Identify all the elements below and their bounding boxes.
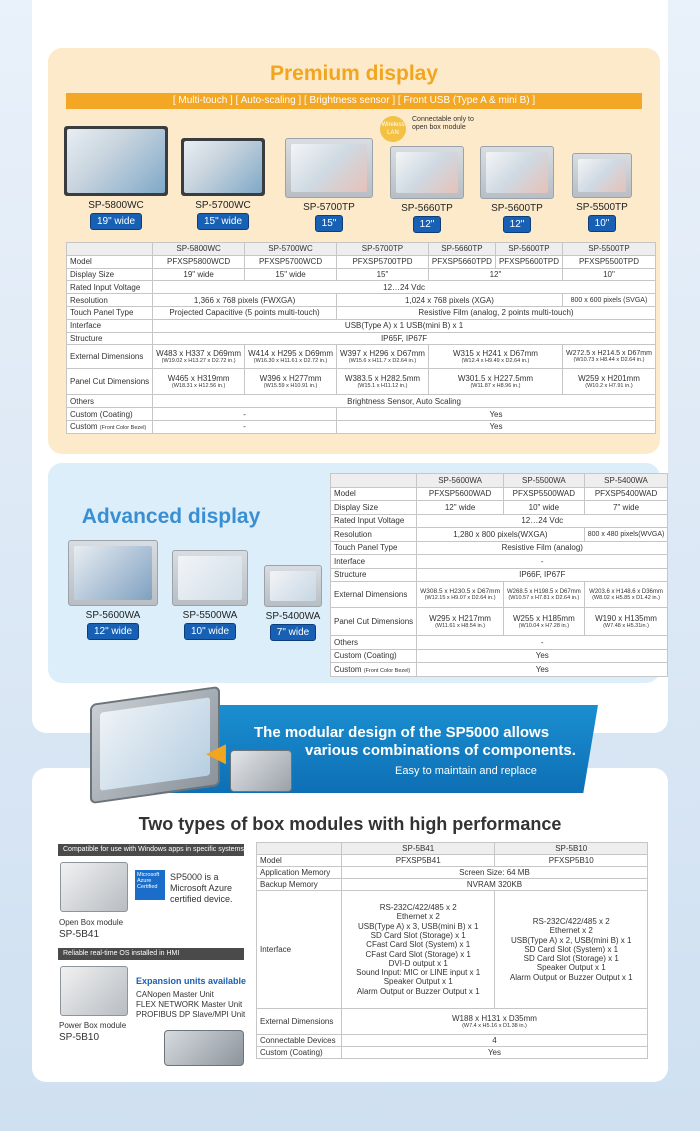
dim-in: (W12.15 x H9.07 x D2.64 in.) [424, 595, 496, 601]
table-cell: PFXSP5700TPD [337, 255, 429, 268]
premium-feature-banner: [ Multi-touch ] [ Auto-scaling ] [ Brightness sensor ] [ Front USB (Type A & mini B) ] [66, 93, 642, 109]
open-box-name: SP-5B41 [59, 929, 100, 940]
product-sp5800wc [62, 126, 170, 230]
row-label: Model [331, 487, 417, 501]
connectable-note: Connectable only to open box module [412, 116, 474, 131]
table-cell: 15" wide [245, 268, 337, 281]
interface-line: USB(Type A) x 3, USB(mini B) x 1 [357, 921, 479, 931]
table-row [67, 395, 656, 408]
row-label: Panel Cut Dimensions [67, 369, 153, 395]
hmi-panel-image [90, 686, 220, 804]
dim-mm: W188 x H131 x D35mm [452, 1014, 537, 1023]
table-row [257, 1047, 648, 1059]
table-cell: Yes [417, 663, 668, 677]
dim-mm: W301.5 x H227.5mm [457, 374, 534, 384]
dim-mm: W315 x H241 x D67mm [452, 349, 538, 359]
table-cell: 1,366 x 768 pixels (FWXGA) [153, 294, 337, 307]
row-label: Model [67, 255, 153, 268]
table-row [257, 1009, 648, 1035]
label-small: (Front Color Bezel) [363, 667, 411, 674]
table-row [331, 582, 668, 608]
table-cell [584, 608, 668, 636]
dim-mm: W272.5 x H214.5 x D67mm [565, 350, 652, 358]
table-row [331, 555, 668, 569]
table-cell [153, 345, 245, 369]
table-cell: IP66F, IP67F [417, 568, 668, 582]
dim-in: (W19.02 x H13.27 x D2.72 in.) [161, 358, 236, 365]
table-cell [417, 608, 504, 636]
table-cell: 10" wide [504, 501, 585, 515]
dim-in: (W15.6 x H11.7 x D2.64 in.) [348, 358, 417, 365]
table-cell: PFXSP5700WCD [245, 255, 337, 268]
table-row [67, 369, 656, 395]
table-row [257, 1035, 648, 1047]
table-cell: Yes [337, 420, 656, 433]
interface-line: SD Card Slot (Storage) x 1 [523, 954, 619, 964]
table-row [331, 528, 668, 542]
row-label: Custom (Coating) [331, 649, 417, 663]
table-row [331, 663, 668, 677]
dim-in: (W11.61 x H8.54 in.) [435, 623, 486, 629]
row-label: Resolution [331, 528, 417, 542]
dim-mm: W268.5 x H198.5 x D67mm [507, 588, 581, 595]
table-cell: - [417, 636, 668, 650]
dim-in: (W10.04 x H7.28 in.) [518, 623, 570, 629]
table-cell: 1,024 x 768 pixels (XGA) [337, 294, 563, 307]
dim-in: (W11.87 x H8.96 in.) [470, 383, 521, 390]
expansion-item: CANopen Master Unit [136, 990, 214, 999]
product-name: SP-5800WC [88, 200, 144, 211]
box-module-image [230, 750, 292, 792]
table-cell [341, 1009, 647, 1035]
row-label: Structure [67, 332, 153, 345]
product-sp5400wa [260, 565, 326, 641]
product-sp5600tp [474, 146, 560, 233]
table-row [67, 306, 656, 319]
dim-in: (W16.30 x H11.61 x D2.72 in.) [253, 358, 328, 365]
table-row [257, 855, 648, 867]
dim-in: (W15.59 x H10.91 in.) [263, 383, 318, 390]
table-cell [495, 891, 648, 1009]
dim-mm: W397 x H296 x D67mm [340, 349, 425, 359]
row-label: Others [331, 636, 417, 650]
dim-in: (W15.1 x H11.12 in.) [357, 383, 408, 390]
product-name: SP-5660TP [401, 203, 453, 214]
label-main: Custom [334, 664, 362, 674]
product-sp5700wc [178, 138, 268, 230]
interface-line: Ethernet x 2 [549, 926, 593, 936]
row-label: Interface [257, 891, 342, 1009]
table-cell [428, 345, 562, 369]
table-cell: PFXSP5500WAD [504, 487, 585, 501]
row-label [67, 420, 153, 433]
table-row [257, 879, 648, 891]
row-label: Structure [331, 568, 417, 582]
size-badge: 10" [588, 215, 617, 232]
table-cell [337, 369, 429, 395]
column-header: SP-5700WC [245, 243, 337, 256]
panel-image [572, 153, 632, 198]
table-cell: PFXSP5500TPD [562, 255, 655, 268]
product-sp5660tp [384, 146, 470, 233]
table-row [331, 487, 668, 501]
table-cell [504, 582, 585, 608]
table-cell: 1,280 x 800 pixels(WXGA) [417, 528, 585, 542]
table-cell: 7" wide [584, 501, 668, 515]
row-label: Connectable Devices [257, 1035, 342, 1047]
table-row [67, 408, 656, 421]
table-cell [337, 345, 429, 369]
table-row [67, 268, 656, 281]
table-row [67, 345, 656, 369]
table-cell: PFXSP5660TPD [428, 255, 495, 268]
row-label: Panel Cut Dimensions [331, 608, 417, 636]
interface-line: RS-232C/422/485 x 2 [532, 916, 610, 926]
table-cell: PFXSP5400WAD [584, 487, 668, 501]
table-cell: 12…24 Vdc [417, 514, 668, 528]
column-header: SP-5700TP [337, 243, 429, 256]
table-cell: 15" [337, 268, 429, 281]
table-cell: Projected Capacitive (5 points multi-touch) [153, 306, 337, 319]
table-cell: PFXSP5600TPD [495, 255, 562, 268]
row-label: External Dimensions [257, 1009, 342, 1035]
table-cell: Yes [417, 649, 668, 663]
size-badge: 15" [315, 215, 344, 232]
dim-in: (W10.73 x H8.44 x D2.64 in.) [573, 357, 645, 364]
size-badge: 12" wide [87, 623, 139, 640]
table-cell: Yes [337, 408, 656, 421]
open-box-module-image [60, 862, 128, 912]
table-cell: 10" [562, 268, 655, 281]
interface-line: Alarm Output or Buzzer Output x 1 [509, 972, 633, 982]
table-cell: Yes [341, 1047, 647, 1059]
interface-line: CFast Card Slot (Storage) x 1 [365, 949, 471, 959]
table-cell: 19" wide [153, 268, 245, 281]
dim-in: (W12.4 x H9.49 x D2.64 in.) [461, 358, 530, 365]
size-badge: 7" wide [270, 624, 316, 641]
power-box-name: SP-5B10 [59, 1032, 100, 1043]
table-row [67, 420, 656, 433]
product-name: SP-5600TP [491, 203, 543, 214]
panel-image [181, 138, 265, 196]
premium-spec-table [66, 242, 656, 434]
size-badge: 12" [503, 216, 532, 233]
panel-image [264, 565, 322, 607]
expansion-unit-image [164, 1030, 244, 1066]
interface-line: SD Card Slot (Storage) x 1 [370, 930, 466, 940]
product-name: SP-5500WA [182, 610, 238, 621]
row-label: Custom (Coating) [257, 1047, 342, 1059]
product-name: SP-5700TP [303, 202, 355, 213]
panel-image [64, 126, 168, 196]
dim-mm: W203.6 x H148.6 x D36mm [589, 588, 663, 595]
table-cell [245, 345, 337, 369]
interface-line: CFast Card Slot (System) x 1 [366, 940, 471, 950]
table-cell: 4 [341, 1035, 647, 1047]
table-cell: PFXSP5B10 [495, 855, 648, 867]
panel-image [285, 138, 373, 198]
dim-in: (W7.4 x H5.16 x D1.38 in.) [462, 1023, 527, 1029]
table-header-row [257, 843, 648, 855]
dim-in: (W10.57 x H7.81 x D2.64 in.) [508, 594, 580, 601]
table-cell: USB(Type A) x 1 USB(mini B) x 1 [153, 319, 656, 332]
table-header-row [331, 474, 668, 488]
table-row [331, 501, 668, 515]
modular-headline-1: The modular design of the SP5000 allows [254, 724, 550, 741]
row-label: Resolution [67, 294, 153, 307]
open-box-caption: Open Box module [59, 918, 124, 927]
azure-text-line: certified device. [170, 894, 233, 904]
row-label: Touch Panel Type [331, 541, 417, 555]
table-row [67, 319, 656, 332]
label-main: Custom [70, 422, 98, 432]
box-module-spec-table [256, 842, 648, 1059]
table-row [331, 541, 668, 555]
interface-line: Ethernet x 2 [396, 912, 440, 922]
row-label: External Dimensions [67, 345, 153, 369]
table-row [331, 514, 668, 528]
expansion-title: Expansion units available [136, 976, 247, 986]
size-badge: 12" [413, 216, 442, 233]
row-label: Interface [67, 319, 153, 332]
panel-image [390, 146, 464, 199]
table-row [331, 568, 668, 582]
column-header: SP-5B10 [495, 843, 648, 855]
modular-headline-2: various combinations of components. [305, 742, 576, 759]
table-row [67, 255, 656, 268]
table-cell [584, 582, 668, 608]
expansion-list [136, 990, 245, 1020]
table-cell [562, 369, 655, 395]
table-cell: Screen Size: 64 MB [341, 867, 647, 879]
table-row [257, 867, 648, 879]
product-sp5700tp [283, 138, 375, 232]
azure-certified-badge: Microsoft Azure Certified [135, 870, 165, 900]
column-header: SP-5400WA [584, 474, 668, 488]
product-name: SP-5600WA [85, 610, 141, 621]
row-label: Custom (Coating) [67, 408, 153, 421]
interface-line: USB(Type A) x 2, USB(mini B) x 1 [510, 935, 632, 945]
dim-in: (W8.02 x H5.85 x D1.42 in.) [592, 594, 660, 601]
row-label: Display Size [331, 501, 417, 515]
expansion-item: FLEX NETWORK Master Unit [136, 1000, 243, 1009]
table-cell: Resistive Film (analog, 2 points multi-touch) [337, 306, 656, 319]
dim-in: (W18.31 x H12.56 in.) [171, 383, 226, 390]
dim-mm: W308.5 x H230.5 x D67mm [420, 588, 500, 595]
table-cell: Brightness Sensor, Auto Scaling [153, 395, 656, 408]
row-label: Application Memory [257, 867, 342, 879]
table-cell [417, 582, 504, 608]
premium-title: Premium display [269, 62, 439, 85]
interface-line: Alarm Output or Buzzer Output x 1 [356, 986, 480, 996]
row-label: Interface [331, 555, 417, 569]
arrow-left-icon: ◀ [206, 737, 226, 767]
dim-mm: W259 x H201mm [578, 374, 640, 384]
table-cell [341, 891, 495, 1009]
row-label: Backup Memory [257, 879, 342, 891]
product-name: SP-5700WC [195, 200, 251, 211]
dim-mm: W465 x H319mm [167, 374, 230, 384]
expansion-item: PROFIBUS DP Slave/MPI Unit [136, 1010, 246, 1019]
product-sp5500tp [562, 153, 642, 232]
product-sp5600wa [66, 540, 160, 640]
table-row [67, 281, 656, 294]
panel-image [172, 550, 248, 606]
size-badge: 15" wide [197, 213, 249, 230]
dim-in: (W7.48 x H5.31in.) [603, 623, 649, 629]
dim-mm: W483 x H337 x D69mm [156, 349, 242, 359]
wireless-lan-badge: Wireless LAN [380, 116, 406, 142]
table-row [257, 891, 648, 1009]
open-box-tag: Compatible for use with Windows apps in specific systems [58, 844, 244, 856]
power-box-module-image [60, 966, 128, 1016]
table-row [67, 294, 656, 307]
table-cell: Resistive Film (analog) [417, 541, 668, 555]
product-sp5500wa [170, 550, 250, 640]
column-header: SP-5B41 [341, 843, 495, 855]
column-header: SP-5600WA [417, 474, 504, 488]
interface-line: Sound Input: MIC or LINE input x 1 [356, 968, 481, 978]
table-row [67, 332, 656, 345]
azure-text-line: Microsoft Azure [170, 883, 233, 893]
interface-line: SD Card Slot (System) x 1 [524, 944, 619, 954]
modular-subline: Easy to maintain and replace [395, 765, 537, 777]
table-cell: 800 x 600 pixels (SVGA) [562, 294, 655, 307]
interface-line: Speaker Output x 1 [383, 977, 453, 987]
advanced-title: Advanced display [81, 505, 261, 528]
table-row [331, 608, 668, 636]
column-header: SP-5500WA [504, 474, 585, 488]
panel-image [480, 146, 554, 199]
panel-image [68, 540, 158, 606]
table-cell: PFXSP5B41 [341, 855, 495, 867]
power-box-caption: Power Box module [59, 1021, 127, 1030]
azure-text-line: SP5000 is a [170, 872, 219, 882]
table-cell: - [153, 408, 337, 421]
size-badge: 10" wide [184, 623, 236, 640]
column-header: SP-5800WC [153, 243, 245, 256]
table-cell: - [417, 555, 668, 569]
table-cell: PFXSP5600WAD [417, 487, 504, 501]
table-cell [562, 345, 655, 369]
table-header-row [67, 243, 656, 256]
interface-line: DVI-D output x 1 [388, 958, 448, 968]
table-cell: - [153, 420, 337, 433]
row-label: Others [67, 395, 153, 408]
row-label: Rated Input Voltage [331, 514, 417, 528]
table-row [331, 649, 668, 663]
dim-mm: W190 x H135mm [595, 614, 657, 623]
table-cell [504, 608, 585, 636]
row-label: External Dimensions [331, 582, 417, 608]
dim-in: (W10.2 x H7.91 in.) [585, 383, 633, 390]
column-header: SP-5660TP [428, 243, 495, 256]
product-name: SP-5500TP [576, 202, 628, 213]
table-cell: NVRAM 320KB [341, 879, 647, 891]
azure-text [170, 872, 233, 905]
table-cell: IP65F, IP67F [153, 332, 656, 345]
row-label: Display Size [67, 268, 153, 281]
dim-mm: W295 x H217mm [429, 614, 491, 623]
column-header: SP-5500TP [562, 243, 655, 256]
row-label [331, 663, 417, 677]
label-small: (Front Color Bezel) [99, 425, 147, 432]
size-badge: 19" wide [90, 213, 142, 230]
dim-mm: W255 x H185mm [512, 614, 575, 623]
table-cell: 800 x 480 pixels(WVGA) [584, 528, 668, 542]
interface-line: Speaker Output x 1 [536, 963, 606, 973]
table-cell [245, 369, 337, 395]
table-cell [428, 369, 562, 395]
table-cell: 12…24 Vdc [153, 281, 656, 294]
advanced-spec-table [330, 473, 668, 677]
box-modules-title: Two types of box modules with high performance [138, 814, 562, 834]
row-label: Model [257, 855, 342, 867]
table-row [331, 636, 668, 650]
product-name: SP-5400WA [265, 611, 321, 622]
table-cell: 12" wide [417, 501, 504, 515]
row-label: Rated Input Voltage [67, 281, 153, 294]
dim-mm: W396 x H277mm [259, 374, 322, 384]
table-cell: 12" [428, 268, 562, 281]
dim-mm: W383.5 x H282.5mm [344, 374, 421, 384]
table-cell [153, 369, 245, 395]
row-label: Touch Panel Type [67, 306, 153, 319]
dim-mm: W414 x H295 x D69mm [248, 349, 333, 359]
power-box-tag: Reliable real-time OS installed in HMI [58, 948, 244, 960]
interface-line: RS-232C/422/485 x 2 [379, 903, 457, 913]
column-header: SP-5600TP [495, 243, 562, 256]
table-cell: PFXSP5800WCD [153, 255, 245, 268]
